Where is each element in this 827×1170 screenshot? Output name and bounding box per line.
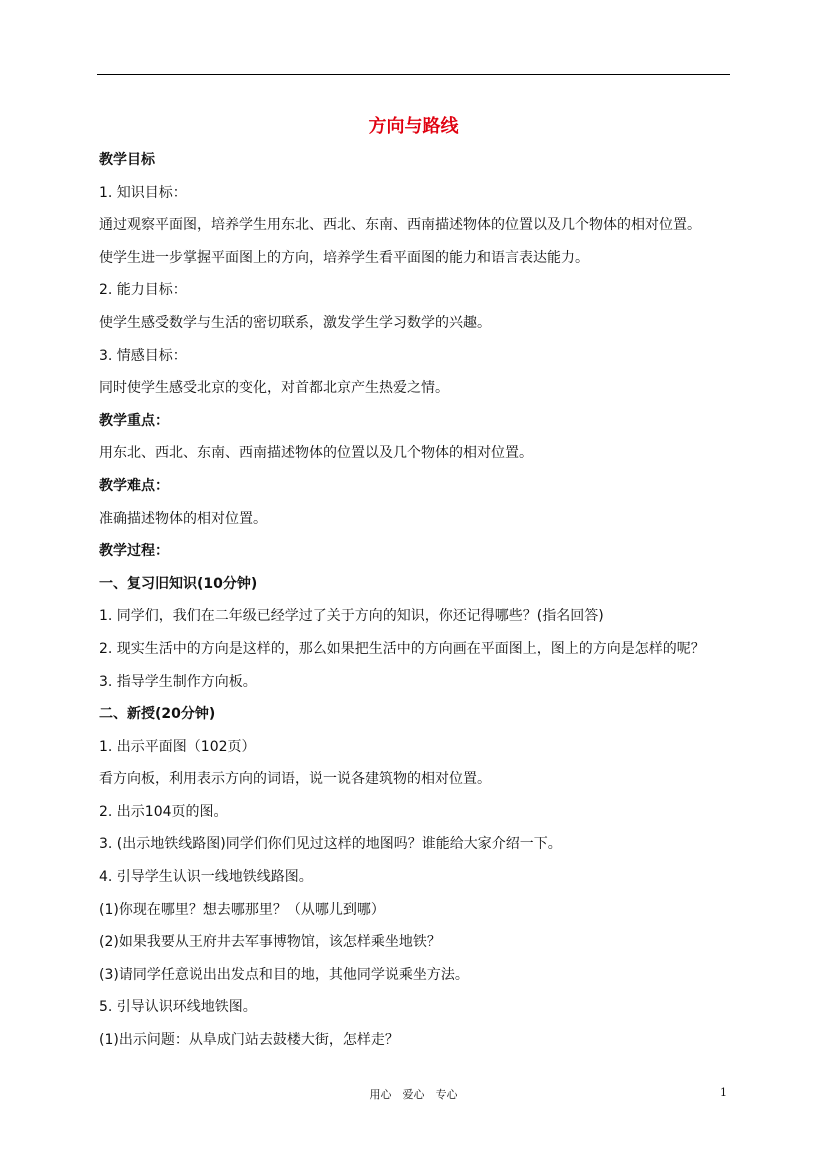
paragraph-line: 用东北、西北、东南、西南描述物体的位置以及几个物体的相对位置。	[99, 445, 533, 462]
footer-motto: 用心 爱心 专心	[369, 1088, 458, 1101]
paragraph-line: 准确描述物体的相对位置。	[99, 510, 267, 527]
section-heading: 教学难点：	[99, 477, 169, 494]
paragraph-line: 使学生进一步掌握平面图上的方向，培养学生看平面图的能力和语言表达能力。	[99, 249, 589, 266]
paragraph-line: (2)如果我要从王府井去军事博物馆，该怎样乘坐地铁？	[99, 934, 441, 951]
section-heading: 教学过程：	[99, 543, 169, 560]
page-number: 1	[720, 1086, 727, 1099]
paragraph-line: 使学生感受数学与生活的密切联系，激发学生学习数学的兴趣。	[99, 314, 491, 331]
section-heading: 二、新授(20分钟)	[99, 706, 216, 723]
paragraph-line: 看方向板，利用表示方向的词语，说一说各建筑物的相对位置。	[99, 771, 491, 788]
section-heading: 教学重点：	[99, 412, 169, 429]
paragraph-line: 2. 能力目标：	[99, 282, 187, 299]
section-heading: 教学目标	[99, 152, 155, 168]
paragraph-line: 1. 同学们，我们在二年级已经学过了关于方向的知识，你还记得哪些？(指名回答)	[99, 608, 604, 625]
paragraph-line: (3)请同学任意说出出发点和目的地，其他同学说乘坐方法。	[99, 966, 469, 983]
paragraph-line: 同时使学生感受北京的变化，对首都北京产生热爱之情。	[99, 380, 449, 397]
paragraph-line: (1)出示问题：从阜成门站去鼓楼大街，怎样走？	[99, 1032, 399, 1049]
paragraph-line: 3. (出示地铁线路图)同学们你们见过这样的地图吗？谁能给大家介绍一下。	[99, 836, 562, 853]
paragraph-line: 1. 知识目标：	[99, 184, 187, 201]
document-body	[99, 144, 739, 1057]
paragraph-line: 3. 情感目标：	[99, 347, 187, 364]
paragraph-line: 5. 引导认识环线地铁图。	[99, 999, 257, 1016]
paragraph-line: 1. 出示平面图（102页）	[99, 738, 256, 755]
paragraph-line: 4. 引导学生认识一线地铁线路图。	[99, 869, 313, 886]
header-rule	[97, 74, 730, 75]
paragraph-line: 通过观察平面图，培养学生用东北、西北、东南、西南描述物体的位置以及几个物体的相对位置。	[99, 217, 701, 234]
section-heading: 一、复习旧知识(10分钟)	[99, 575, 258, 592]
paragraph-line: (1)你现在哪里？想去哪那里？（从哪儿到哪）	[99, 901, 385, 918]
paragraph-line: 3. 指导学生制作方向板。	[99, 673, 257, 690]
document-title: 方向与路线	[368, 116, 459, 137]
paragraph-line: 2. 现实生活中的方向是这样的，那么如果把生活中的方向画在平面图上，图上的方向是怎样的呢？	[99, 640, 705, 657]
paragraph-line: 2. 出示104页的图。	[99, 803, 228, 820]
